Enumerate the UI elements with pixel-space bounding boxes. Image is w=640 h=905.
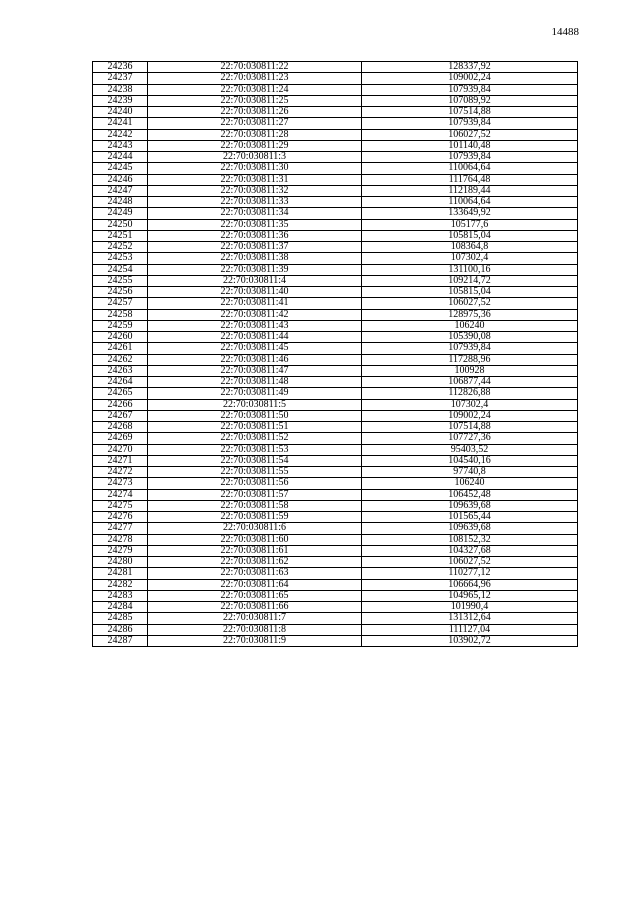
table-row — [93, 107, 578, 118]
table-row — [93, 309, 578, 320]
table-row — [93, 264, 578, 275]
value-cell: 107727,36 — [362, 433, 578, 444]
value-cell: 107939,84 — [362, 118, 578, 129]
row-number-cell: 24253 — [93, 253, 148, 264]
row-number-cell: 24265 — [93, 388, 148, 399]
cadastral-number-cell: 22:70:030811:61 — [148, 545, 362, 556]
value-cell: 110277,12 — [362, 568, 578, 579]
table-body — [93, 62, 578, 647]
value-cell: 105177,6 — [362, 219, 578, 230]
cadastral-number-cell: 22:70:030811:53 — [148, 444, 362, 455]
row-number-cell: 24245 — [93, 163, 148, 174]
table-row — [93, 377, 578, 388]
table-row — [93, 140, 578, 151]
table-row — [93, 343, 578, 354]
cadastral-number-cell: 22:70:030811:27 — [148, 118, 362, 129]
row-number-cell: 24283 — [93, 590, 148, 601]
table-row — [93, 174, 578, 185]
row-number-cell: 24236 — [93, 62, 148, 73]
table-row — [93, 242, 578, 253]
row-number-cell: 24264 — [93, 377, 148, 388]
table-row — [93, 568, 578, 579]
table-row — [93, 253, 578, 264]
value-cell: 105815,04 — [362, 230, 578, 241]
value-cell: 109002,24 — [362, 410, 578, 421]
row-number-cell: 24286 — [93, 624, 148, 635]
row-number-cell: 24269 — [93, 433, 148, 444]
value-cell: 97740,8 — [362, 467, 578, 478]
value-cell: 101565,44 — [362, 512, 578, 523]
value-cell: 106877,44 — [362, 377, 578, 388]
table-row — [93, 467, 578, 478]
cadastral-number-cell: 22:70:030811:60 — [148, 534, 362, 545]
table-row — [93, 208, 578, 219]
cadastral-number-cell: 22:70:030811:64 — [148, 579, 362, 590]
cadastral-number-cell: 22:70:030811:6 — [148, 523, 362, 534]
cadastral-number-cell: 22:70:030811:45 — [148, 343, 362, 354]
cadastral-number-cell: 22:70:030811:41 — [148, 298, 362, 309]
value-cell: 107514,88 — [362, 107, 578, 118]
cadastral-number-cell: 22:70:030811:44 — [148, 332, 362, 343]
cadastral-number-cell: 22:70:030811:48 — [148, 377, 362, 388]
cadastral-number-cell: 22:70:030811:9 — [148, 635, 362, 646]
row-number-cell: 24270 — [93, 444, 148, 455]
cadastral-number-cell: 22:70:030811:30 — [148, 163, 362, 174]
table-row — [93, 230, 578, 241]
cadastral-number-cell: 22:70:030811:5 — [148, 399, 362, 410]
row-number-cell: 24241 — [93, 118, 148, 129]
value-cell: 105390,08 — [362, 332, 578, 343]
cadastral-number-cell: 22:70:030811:35 — [148, 219, 362, 230]
row-number-cell: 24267 — [93, 410, 148, 421]
value-cell: 104327,68 — [362, 545, 578, 556]
value-cell: 109002,24 — [362, 73, 578, 84]
row-number-cell: 24239 — [93, 95, 148, 106]
value-cell: 109214,72 — [362, 275, 578, 286]
value-cell: 128337,92 — [362, 62, 578, 73]
cadastral-number-cell: 22:70:030811:65 — [148, 590, 362, 601]
table-row — [93, 365, 578, 376]
table-row — [93, 354, 578, 365]
value-cell: 106452,48 — [362, 489, 578, 500]
value-cell: 108152,32 — [362, 534, 578, 545]
row-number-cell: 24277 — [93, 523, 148, 534]
row-number-cell: 24275 — [93, 500, 148, 511]
row-number-cell: 24263 — [93, 365, 148, 376]
table-row — [93, 523, 578, 534]
cadastral-number-cell: 22:70:030811:58 — [148, 500, 362, 511]
value-cell: 106664,96 — [362, 579, 578, 590]
cadastral-number-cell: 22:70:030811:42 — [148, 309, 362, 320]
cadastral-number-cell: 22:70:030811:40 — [148, 287, 362, 298]
row-number-cell: 24285 — [93, 613, 148, 624]
table-row — [93, 163, 578, 174]
cadastral-number-cell: 22:70:030811:4 — [148, 275, 362, 286]
table-row — [93, 579, 578, 590]
cadastral-number-cell: 22:70:030811:62 — [148, 557, 362, 568]
table-row — [93, 602, 578, 613]
value-cell: 100928 — [362, 365, 578, 376]
table-row — [93, 298, 578, 309]
table-row — [93, 118, 578, 129]
row-number-cell: 24257 — [93, 298, 148, 309]
value-cell: 110064,64 — [362, 197, 578, 208]
table-row — [93, 197, 578, 208]
row-number-cell: 24282 — [93, 579, 148, 590]
table-row — [93, 320, 578, 331]
value-cell: 106027,52 — [362, 129, 578, 140]
table-row — [93, 557, 578, 568]
value-cell: 95403,52 — [362, 444, 578, 455]
row-number-cell: 24252 — [93, 242, 148, 253]
row-number-cell: 24260 — [93, 332, 148, 343]
cadastral-number-cell: 22:70:030811:23 — [148, 73, 362, 84]
cadastral-number-cell: 22:70:030811:55 — [148, 467, 362, 478]
table-row — [93, 455, 578, 466]
table-row — [93, 512, 578, 523]
row-number-cell: 24259 — [93, 320, 148, 331]
cadastral-number-cell: 22:70:030811:8 — [148, 624, 362, 635]
row-number-cell: 24268 — [93, 422, 148, 433]
cadastral-number-cell: 22:70:030811:50 — [148, 410, 362, 421]
value-cell: 101990,4 — [362, 602, 578, 613]
row-number-cell: 24249 — [93, 208, 148, 219]
row-number-cell: 24258 — [93, 309, 148, 320]
row-number-cell: 24280 — [93, 557, 148, 568]
value-cell: 117288,96 — [362, 354, 578, 365]
value-cell: 107089,92 — [362, 95, 578, 106]
table-row — [93, 410, 578, 421]
cadastral-number-cell: 22:70:030811:36 — [148, 230, 362, 241]
cadastral-number-cell: 22:70:030811:43 — [148, 320, 362, 331]
row-number-cell: 24276 — [93, 512, 148, 523]
value-cell: 106240 — [362, 478, 578, 489]
value-cell: 109639,68 — [362, 523, 578, 534]
cadastral-number-cell: 22:70:030811:57 — [148, 489, 362, 500]
table-row — [93, 95, 578, 106]
cadastral-number-cell: 22:70:030811:56 — [148, 478, 362, 489]
cadastral-number-cell: 22:70:030811:22 — [148, 62, 362, 73]
table-row — [93, 635, 578, 646]
row-number-cell: 24261 — [93, 343, 148, 354]
cadastral-number-cell: 22:70:030811:25 — [148, 95, 362, 106]
row-number-cell: 24247 — [93, 185, 148, 196]
table-row — [93, 545, 578, 556]
cadastral-number-cell: 22:70:030811:52 — [148, 433, 362, 444]
table-row — [93, 62, 578, 73]
table-row — [93, 219, 578, 230]
row-number-cell: 24255 — [93, 275, 148, 286]
table-row — [93, 534, 578, 545]
cadastral-number-cell: 22:70:030811:29 — [148, 140, 362, 151]
value-cell: 112189,44 — [362, 185, 578, 196]
row-number-cell: 24262 — [93, 354, 148, 365]
value-cell: 133649,92 — [362, 208, 578, 219]
table-row — [93, 152, 578, 163]
value-cell: 107302,4 — [362, 399, 578, 410]
value-cell: 104965,12 — [362, 590, 578, 601]
data-table — [92, 61, 578, 647]
value-cell: 101140,48 — [362, 140, 578, 151]
row-number-cell: 24256 — [93, 287, 148, 298]
cadastral-number-cell: 22:70:030811:66 — [148, 602, 362, 613]
value-cell: 110064,64 — [362, 163, 578, 174]
value-cell: 106027,52 — [362, 298, 578, 309]
row-number-cell: 24266 — [93, 399, 148, 410]
value-cell: 104540,16 — [362, 455, 578, 466]
table-row — [93, 590, 578, 601]
row-number-cell: 24274 — [93, 489, 148, 500]
row-number-cell: 24237 — [93, 73, 148, 84]
cadastral-number-cell: 22:70:030811:49 — [148, 388, 362, 399]
value-cell: 108364,8 — [362, 242, 578, 253]
row-number-cell: 24273 — [93, 478, 148, 489]
row-number-cell: 24242 — [93, 129, 148, 140]
table-row — [93, 422, 578, 433]
row-number-cell: 24279 — [93, 545, 148, 556]
cadastral-number-cell: 22:70:030811:33 — [148, 197, 362, 208]
table-row — [93, 433, 578, 444]
value-cell: 103902,72 — [362, 635, 578, 646]
cadastral-number-cell: 22:70:030811:47 — [148, 365, 362, 376]
table-row — [93, 287, 578, 298]
cadastral-number-cell: 22:70:030811:38 — [148, 253, 362, 264]
table-row — [93, 73, 578, 84]
row-number-cell: 24250 — [93, 219, 148, 230]
value-cell: 107939,84 — [362, 343, 578, 354]
cadastral-number-cell: 22:70:030811:46 — [148, 354, 362, 365]
row-number-cell: 24272 — [93, 467, 148, 478]
table-row — [93, 478, 578, 489]
cadastral-number-cell: 22:70:030811:3 — [148, 152, 362, 163]
table-row — [93, 399, 578, 410]
row-number-cell: 24248 — [93, 197, 148, 208]
cadastral-number-cell: 22:70:030811:32 — [148, 185, 362, 196]
cadastral-number-cell: 22:70:030811:24 — [148, 84, 362, 95]
value-cell: 112826,88 — [362, 388, 578, 399]
table-row — [93, 84, 578, 95]
table-row — [93, 613, 578, 624]
table-row — [93, 185, 578, 196]
value-cell: 128975,36 — [362, 309, 578, 320]
value-cell: 111764,48 — [362, 174, 578, 185]
value-cell: 107939,84 — [362, 84, 578, 95]
row-number-cell: 24254 — [93, 264, 148, 275]
cadastral-number-cell: 22:70:030811:7 — [148, 613, 362, 624]
value-cell: 106027,52 — [362, 557, 578, 568]
cadastral-number-cell: 22:70:030811:37 — [148, 242, 362, 253]
row-number-cell: 24271 — [93, 455, 148, 466]
value-cell: 109639,68 — [362, 500, 578, 511]
row-number-cell: 24240 — [93, 107, 148, 118]
row-number-cell: 24246 — [93, 174, 148, 185]
row-number-cell: 24238 — [93, 84, 148, 95]
table-row — [93, 129, 578, 140]
cadastral-number-cell: 22:70:030811:54 — [148, 455, 362, 466]
value-cell: 107939,84 — [362, 152, 578, 163]
cadastral-number-cell: 22:70:030811:28 — [148, 129, 362, 140]
value-cell: 106240 — [362, 320, 578, 331]
row-number-cell: 24243 — [93, 140, 148, 151]
cadastral-number-cell: 22:70:030811:34 — [148, 208, 362, 219]
row-number-cell: 24281 — [93, 568, 148, 579]
page-number: 14488 — [551, 26, 579, 38]
cadastral-number-cell: 22:70:030811:51 — [148, 422, 362, 433]
table-row — [93, 332, 578, 343]
cadastral-number-cell: 22:70:030811:31 — [148, 174, 362, 185]
cadastral-number-cell: 22:70:030811:39 — [148, 264, 362, 275]
table-row — [93, 489, 578, 500]
row-number-cell: 24284 — [93, 602, 148, 613]
table-row — [93, 444, 578, 455]
cadastral-number-cell: 22:70:030811:63 — [148, 568, 362, 579]
row-number-cell: 24244 — [93, 152, 148, 163]
cadastral-number-cell: 22:70:030811:26 — [148, 107, 362, 118]
table-row — [93, 275, 578, 286]
table-row — [93, 500, 578, 511]
table-row — [93, 624, 578, 635]
table-row — [93, 388, 578, 399]
value-cell: 131312,64 — [362, 613, 578, 624]
value-cell: 131100,16 — [362, 264, 578, 275]
row-number-cell: 24278 — [93, 534, 148, 545]
cadastral-number-cell: 22:70:030811:59 — [148, 512, 362, 523]
value-cell: 105815,04 — [362, 287, 578, 298]
value-cell: 107302,4 — [362, 253, 578, 264]
value-cell: 111127,04 — [362, 624, 578, 635]
value-cell: 107514,88 — [362, 422, 578, 433]
row-number-cell: 24251 — [93, 230, 148, 241]
row-number-cell: 24287 — [93, 635, 148, 646]
